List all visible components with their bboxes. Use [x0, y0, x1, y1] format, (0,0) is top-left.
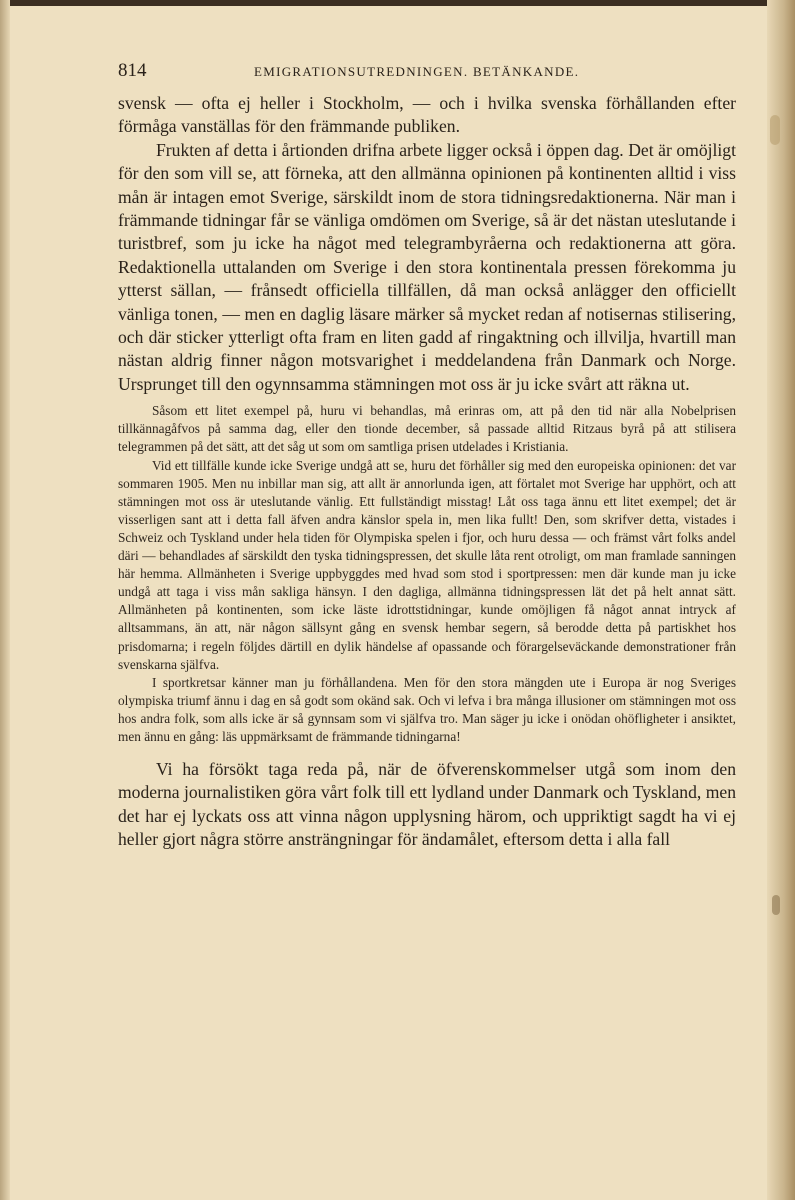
- paragraph: Vi ha försökt taga reda på, när de öfverenskommelser utgå som inom den moderna journalistiken göra vårt folk till ett lydland under Danmark och Tyskland, men det har ej lyckats oss att vinna någon upplysning härom, och uppriktigt sagdt ha vi ej heller gjort några större ansträngningar för ändamålet, eftersom detta i alla fall: [118, 759, 736, 850]
- paper-stain: [772, 895, 780, 915]
- left-page-edge: [0, 0, 10, 1200]
- footnote-paragraph: Såsom ett litet exempel på, huru vi behandlas, må erinras om, att på den tid när alla Nobelprisen tillkännagåfvos på samma dag, eller den tionde december, så passade alltid Ritzaus byrå på att stilisera telegrammen på det sätt, att det såg ut som om samtliga prisen utdelades i Kristiania.: [118, 403, 736, 455]
- top-edge-shadow: [0, 0, 795, 6]
- page-number: 814: [118, 60, 147, 81]
- right-page-edge: [767, 0, 795, 1200]
- paper-stain: [770, 115, 780, 145]
- paragraph: Frukten af detta i årtionden drifna arbete ligger också i öppen dag. Det är omöjligt för den som vill se, att förneka, att den allmänna opinionen på kontinenten alltid i viss mån är intagen emot Sverige, särskildt inom de stora tidningsredaktionerna. När man i främmande tidningar får se vänliga omdömen om Sverige, så är det nästan uteslutande i turistbref, som ju icke ha något med telegrambyråerna och redaktionerna att göra. Redaktionella uttalanden om Sverige i den stora kontinentala pressen förekomma ju ytterst sällan, — frånsedt officiella tillfällen, då man också anlägger den officiellt vänliga tonen, — men en daglig läsare märker så mycket redan af notisernas stilisering, och där sticker ytterligt ofta fram en liten gadd af ringaktning och illvilja, hvartill man nästan aldrig finner någon motsvarighet i meddelandena från Danmark och Norge. Ursprunget till den ogynnsamma stämningen mot oss är ju icke svårt att räkna ut.: [118, 139, 736, 394]
- paragraph: svensk — ofta ej heller i Stockholm, — och i hvilka svenska förhållanden efter förmåga vanställas för den främmande publiken.: [118, 93, 736, 137]
- page-header: [118, 60, 738, 84]
- body-text: [118, 92, 736, 852]
- running-head: EMIGRATIONSUTREDNINGEN. BETÄNKANDE.: [254, 64, 580, 79]
- footnote-paragraph: I sportkretsar känner man ju förhållandena. Men för den stora mängden ute i Europa är nog Sveriges olympiska triumf ännu i dag en så godt som okänd sak. Och vi lefva i bra många illusioner om stämningen mot oss hos andra folk, som alls icke är så gynnsam som vi själfva tro. Man säger ju icke i onödan ohöfligheter i ansiktet, men ännu en gång: läs uppmärksamt de främmande tidningarna!: [118, 674, 736, 744]
- footnote-paragraph: Vid ett tillfälle kunde icke Sverige undgå att se, huru det förhåller sig med den europeiska opinionen: det var sommaren 1905. Men nu inbillar man sig, att allt är annorlunda igen, att förtalet mot Sverige har upphört, och att stämningen mot oss är uteslutande vänlig. Ett fullständigt misstag! Låt oss taga ännu ett litet exempel; det är visserligen sant att i detta fall äfven andra känslor spela in, men lika fullt! Den, som skrifver detta, vistades i Schweiz och Tyskland under hela tiden för Olympiska spelen i fjor, och huru dessa — och främst vårt folks andel däri — behandlades af särskildt den tyska tidningspressen, det skulle låta rent otroligt, om man framlade sanningen här hemma. Allmänheten i Sverige uppbyggdes med hvad som stod i sportpressen: men där kunde man ju icke undgå att taga i viss mån sakliga hänsyn. I den dagliga, allmänna tidningspressen lät det på helt annat sätt. Allmänheten på kontinenten, som icke läste idrottstidningar, kunde omöjligen få något annat intryck af alltsammans, än att, när någon sällsynt gång en svensk hembar segern, så berodde detta på partiskhet hos prisdomarna; i regeln följdes därtill en dylik händelse af opassande och förargelseväckande demonstrationer från svenskarna själfva.: [118, 457, 736, 672]
